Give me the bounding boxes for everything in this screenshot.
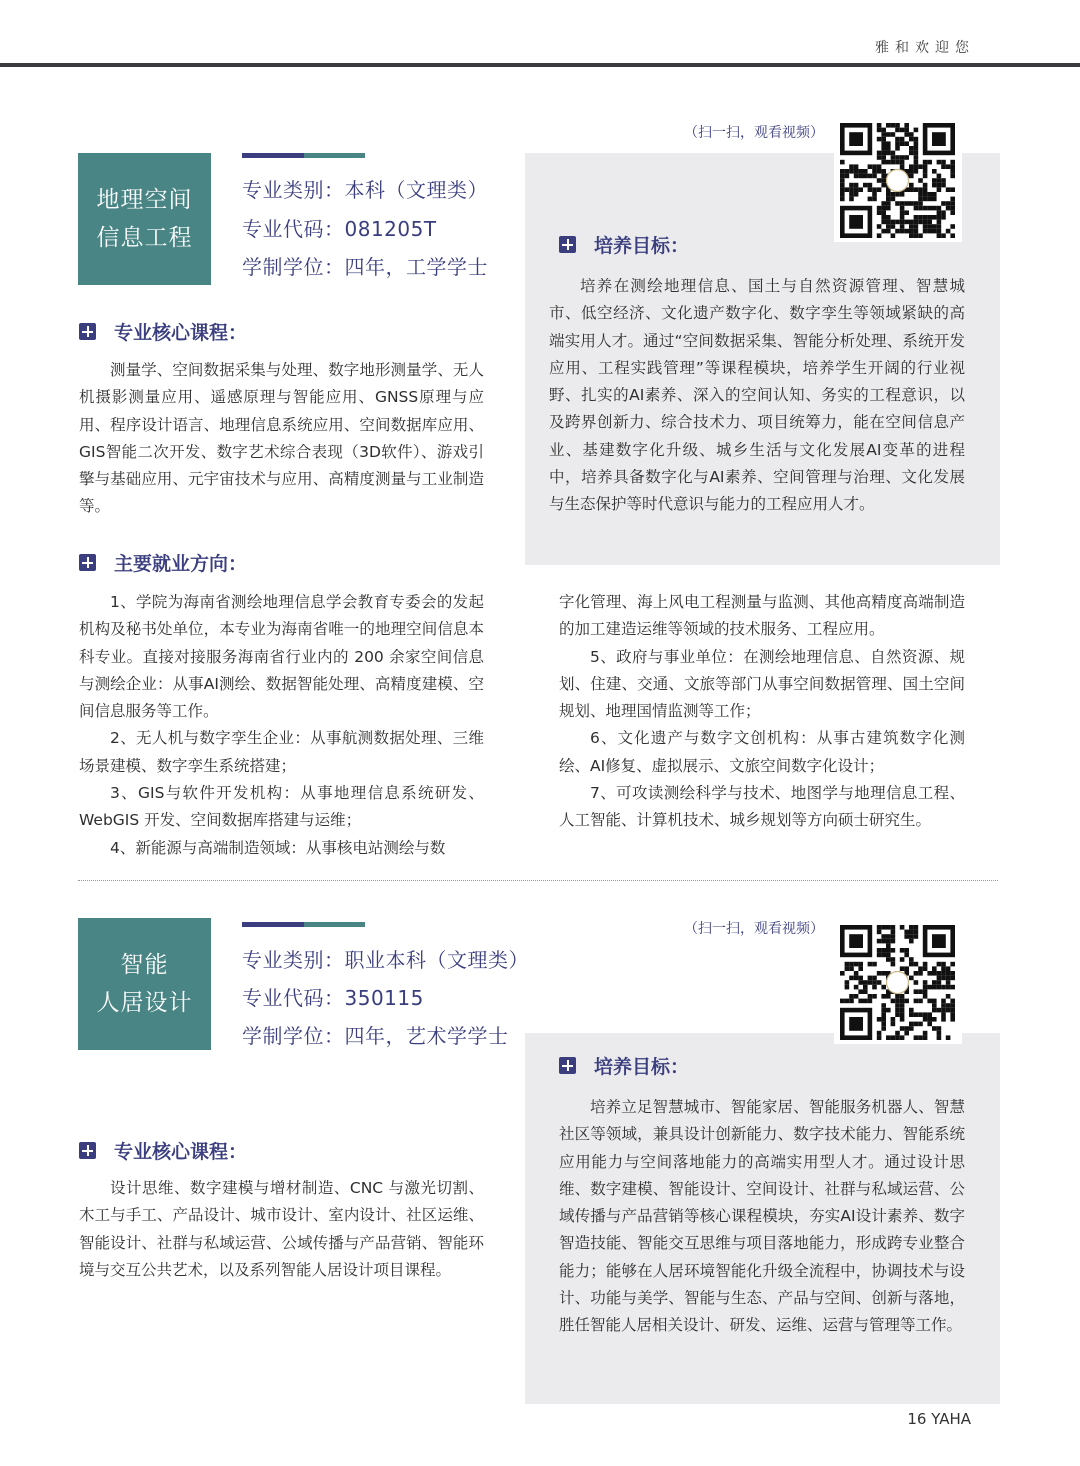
goal-paragraph: 培养立足智慧城市、智能家居、智能服务机器人、智慧社区等领域，兼具设计创新能力、数字技术能力、智能系统应用能力与空间落地能力的高端实用型人才。通过设计思维、数字建模、智能设计、空间设计、社群与私域运营、公域传播与产品营销等核心课程模块，夯实AI设计素养、数字智造技能、智能交互思维与项目落地能力，形成跨专业整合能力；能够在人居环境智能化升级全流程中，协调技术与设计、功能与美学、智能与生态、产品与空间、创新与落地，胜任智能人居相关设计、研发、运维、运营与管理等工作。 xyxy=(559,1098,965,1335)
goal-text-2 xyxy=(559,1094,965,1340)
qr-code-graphic xyxy=(834,118,962,242)
major-title-box-1 xyxy=(78,153,211,285)
courses-paragraph: 测量学、空间数据采集与处理、数字地形测量学、无人机摄影测量应用、遥感原理与智能应用、GNSS原理与应用、程序设计语言、地理信息系统应用、空间数据库应用、GIS智能二次开发、数字艺术综合表现（3D软件）、游戏引擎与基础应用、元宇宙技术与应用、高精度测量与工业制造等。 xyxy=(79,361,484,516)
scan-label-2: （扫一扫，观看视频） xyxy=(684,921,824,937)
accent-bar-1 xyxy=(242,153,365,158)
page-number: 16 YAHA xyxy=(907,1410,971,1428)
plus-square-icon xyxy=(559,236,576,253)
major-title-box-2 xyxy=(78,918,211,1050)
courses-heading-1 xyxy=(79,318,247,345)
jobs-item: 3、GIS与软件开发机构：从事地理信息系统研发、WebGIS 开发、空间数据库搭建与运维； xyxy=(79,784,484,830)
courses-heading-label: 专业核心课程： xyxy=(114,1141,248,1163)
major-title-line-1: 地理空间 xyxy=(96,187,193,213)
major-category-1: 专业类别：本科（文理类） xyxy=(242,178,488,202)
courses-heading-label: 专业核心课程： xyxy=(114,322,248,344)
jobs-heading-label: 主要就业方向： xyxy=(114,553,248,575)
jobs-item-continued: 字化管理、海上风电工程测量与监测、其他高精度高端制造的加工建造运维等领域的技术服务、工程应用。 xyxy=(559,593,965,639)
goal-heading-1 xyxy=(559,231,689,258)
jobs-item: 5、政府与事业单位：在测绘地理信息、自然资源、规划、住建、交通、文旅等部门从事空间数据管理、国土空间规划、地理国情监测等工作； xyxy=(559,647,965,721)
plus-square-icon xyxy=(79,1142,96,1159)
accent-bar-2 xyxy=(242,922,365,927)
major-code-1: 专业代码：081205T xyxy=(242,217,437,241)
plus-square-icon xyxy=(79,323,96,340)
section-divider xyxy=(78,880,998,881)
goal-text-1 xyxy=(549,273,965,519)
jobs-item: 2、无人机与数字孪生企业：从事航测数据处理、三维场景建模、数字孪生系统搭建； xyxy=(79,729,484,775)
plus-square-icon xyxy=(79,554,96,571)
major-code-2: 专业代码：350115 xyxy=(242,986,424,1010)
qr-code-icon[interactable] xyxy=(834,118,962,242)
major-degree-2: 学制学位：四年，艺术学学士 xyxy=(242,1024,509,1048)
goal-heading-label: 培养目标： xyxy=(594,1056,690,1078)
plus-square-icon xyxy=(559,1057,576,1074)
major-title-line-1: 智能 xyxy=(120,952,169,978)
major-category-2: 专业类别：职业本科（文理类） xyxy=(242,948,529,972)
major-title-line-2: 信息工程 xyxy=(96,225,193,251)
jobs-item: 6、文化遗产与数字文创机构：从事古建筑数字化测绘、AI修复、虚拟展示、文旅空间数字化设计； xyxy=(559,729,965,775)
courses-text-2 xyxy=(79,1175,484,1284)
goal-heading-label: 培养目标： xyxy=(594,235,690,257)
jobs-text-left xyxy=(79,589,484,862)
courses-heading-2 xyxy=(79,1137,247,1164)
courses-text-1 xyxy=(79,357,484,521)
courses-paragraph: 设计思维、数字建模与增材制造、CNC 与激光切割、木工与手工、产品设计、城市设计、室内设计、社区运维、智能设计、社群与私域运营、公域传播与产品营销、智能环境与交互公共艺术，以及系列智能人居设计项目课程。 xyxy=(79,1179,484,1279)
major-degree-1: 学制学位：四年，工学学士 xyxy=(242,255,488,279)
jobs-heading-1 xyxy=(79,549,247,576)
goal-heading-2 xyxy=(559,1052,689,1079)
major-title-line-2: 人居设计 xyxy=(96,990,193,1016)
header-divider xyxy=(0,63,1080,67)
jobs-item: 4、新能源与高端制造领域：从事核电站测绘与数 xyxy=(110,838,446,857)
jobs-item: 7、可攻读测绘科学与技术、地图学与地理信息工程、人工智能、计算机技术、城乡规划等方向硕士研究生。 xyxy=(559,784,965,830)
qr-code-graphic xyxy=(834,920,962,1044)
scan-label-1: （扫一扫，观看视频） xyxy=(684,125,824,141)
qr-code-icon[interactable] xyxy=(834,920,962,1044)
header-slogan: 雅和欢迎您 xyxy=(875,40,975,56)
goal-paragraph: 培养在测绘地理信息、国土与自然资源管理、智慧城市、低空经济、文化遗产数字化、数字孪生等领域紧缺的高端实用人才。通过“空间数据采集、智能分析处理、系统开发应用、工程实践管理”等课程模块，培养学生开阔的行业视野、扎实的AI素养、深入的空间认知、务实的工程意识，以及跨界创新力、综合技术力、项目统筹力，能在空间信息产业、基建数字化升级、城乡生活与文化发展AI变革的进程中，培养具备数字化与AI素养、空间管理与治理、文化发展与生态保护等时代意识与能力的工程应用人才。 xyxy=(549,277,965,514)
jobs-text-right xyxy=(559,589,965,835)
jobs-item: 1、学院为海南省测绘地理信息学会教育专委会的发起机构及秘书处单位，本专业为海南省唯一的地理空间信息本科专业。直接对接服务海南省行业内的 200 余家空间信息与测绘企业：从事AI测绘、数据智能处理、高精度建模、空间信息服务等工作。 xyxy=(79,593,484,721)
